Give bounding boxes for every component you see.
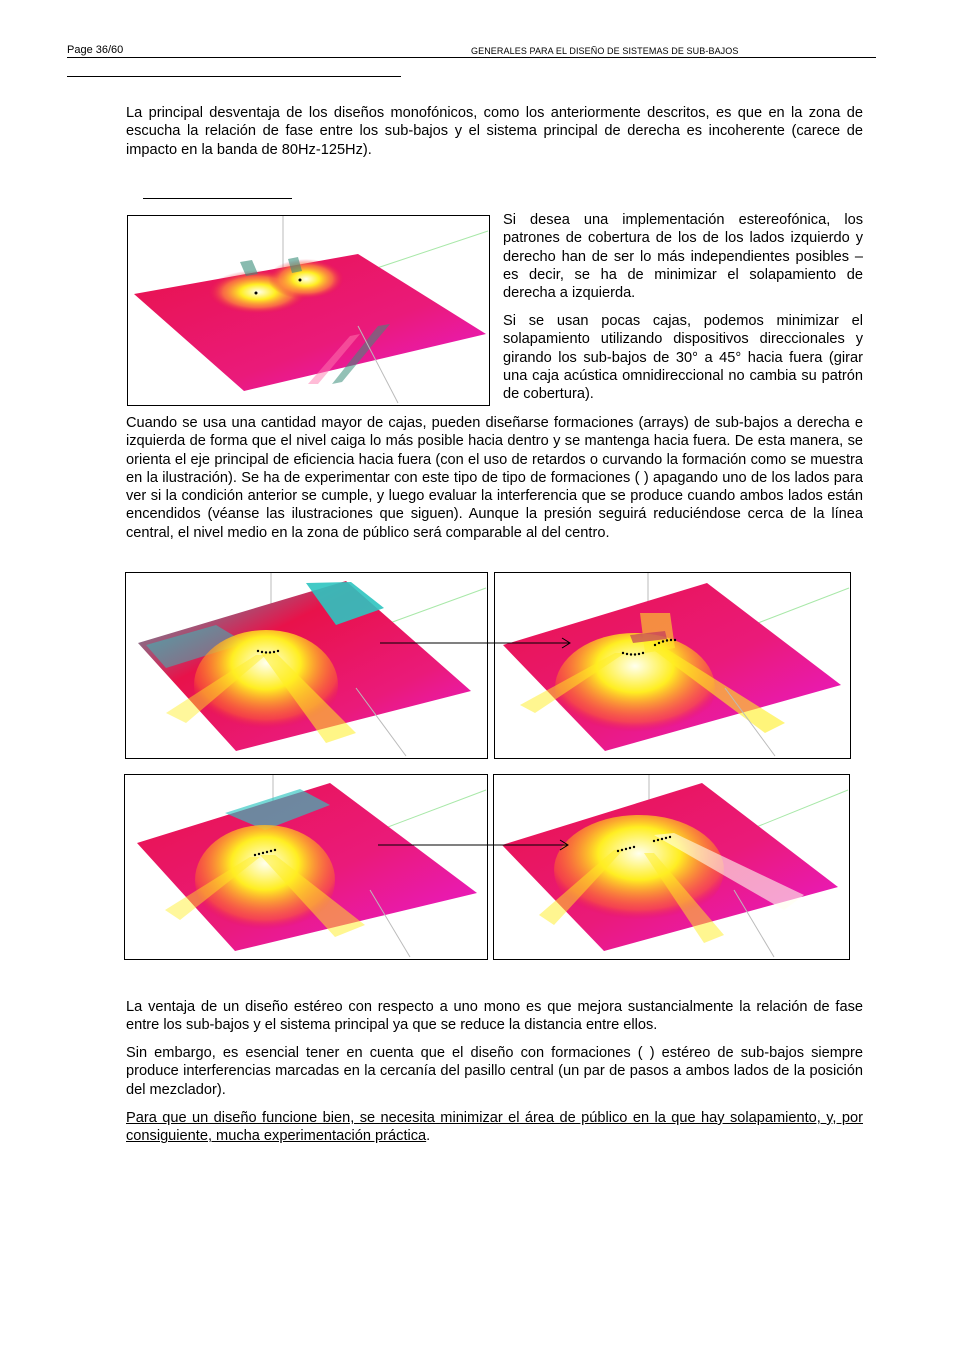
page-number: Page 36/60 bbox=[67, 44, 124, 56]
paragraph-conclusion bbox=[126, 1109, 863, 1146]
paragraph-more-cabinets: Cuando se usa una cantidad mayor de cajas, pueden diseñarse formaciones (arrays) de sub-bajos a derecha e izquierda de forma que el nivel caiga lo más posible hacia dentro y se mantenga hacia fuera. De esta manera, se orienta el eje principal de eficiencia hacia fuera (con el uso de retardos o curvando la formación como se muestra en la ilustración). Se ha de experimentar con este tipo de tipo de formaciones ( ) apagando uno de los lados para ver si la condición anterior se cumple, y luego evaluar la interferencia que se produce cuando ambos lados están encendidos (véanse las ilustraciones que siguen). Aunque la presión seguirá reduciéndose cerca de la línea central, el nivel medio en la zona de público será comparable al del centro. bbox=[126, 415, 863, 541]
paragraph-stereo-advantage: La ventaja de un diseño estéreo con respecto a uno mono es que mejora sustancialmente la relación de fase entre los sub-bajos y el sistema principal ya que se reduce la distancia entre ellos. bbox=[126, 999, 863, 1034]
paragraph-few-cabinets: Si se usan pocas cajas, podemos minimizar el solapamiento utilizando dispositivos direccionales y girando los sub-bajos de 30° a 45° hacia fuera (girar una caja acústica omnidireccional no cambia su patrón de cobertura). bbox=[503, 313, 863, 403]
conclusion-period: . bbox=[426, 1128, 431, 1145]
running-title: GENERALES PARA EL DISEÑO DE SISTEMAS DE SUB-BAJOS bbox=[471, 46, 739, 56]
paragraph-stereo-implementation: Si desea una implementación estereofónica, los patrones de cobertura de los de los lados izquierdo y derecho han de ser lo más independientes posibles – es decir, se ha de minimizar el solapamiento de derecha a izquierda. bbox=[503, 212, 863, 302]
conclusion-underlined-text: Para que un diseño funcione bien, se necesita minimizar el área de público en la que hay solapamiento, y, por consiguiente, mucha experimentación práctica bbox=[126, 1110, 863, 1145]
paragraph-central-aisle-interference: Sin embargo, es esencial tener en cuenta que el diseño con formaciones ( ) estéreo de sub-bajos siempre produce interferencias marcadas en la cercanía del pasillo central (un par de pasos a ambos lados de la posición del mezclador). bbox=[126, 1045, 863, 1098]
paragraph-mono-disadvantage: La principal desventaja de los diseños monofónicos, como los anteriormente descritos, es que en la zona de escucha la relación de fase entre los sub-bajos y el sistema principal de derecha es incoherente (carece de impacto en la banda de 80Hz-125Hz). bbox=[126, 105, 863, 158]
